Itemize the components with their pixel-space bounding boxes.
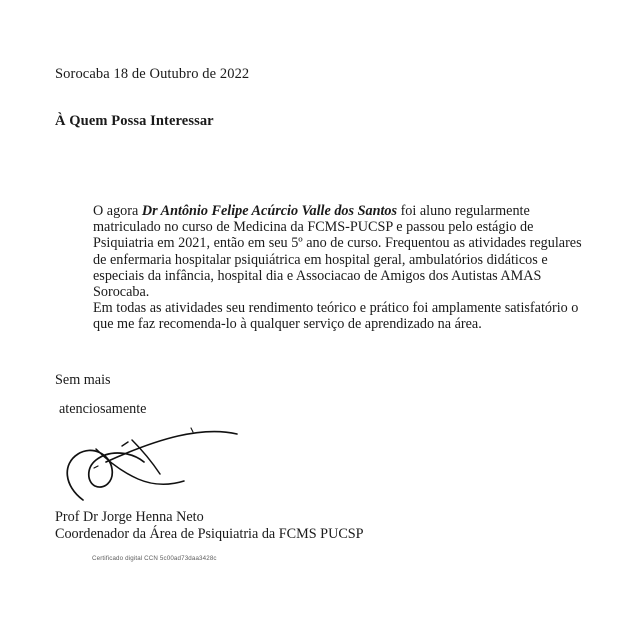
letter-body bbox=[93, 203, 587, 333]
subject-name: Dr Antônio Felipe Acúrcio Valle dos Santos bbox=[141, 203, 398, 219]
body-paragraph-two: Em todas as atividades seu rendimento teórico e prático foi amplamente satisfatório o que me faz recomenda-lo à qualquer serviço de aprendizado na área. bbox=[93, 300, 579, 333]
closing-line-two: atenciosamente bbox=[59, 401, 147, 417]
handwritten-signature bbox=[48, 416, 278, 508]
digital-certificate-stamp: Certificado digital CCN 5c00ad73daa3428c bbox=[92, 555, 217, 562]
signature-icon bbox=[48, 416, 278, 508]
body-prefix: O agora bbox=[93, 203, 142, 219]
signer-name: Prof Dr Jorge Henna Neto bbox=[55, 509, 204, 525]
body-rest: foi aluno regularmente matriculado no curso de Medicina da FCMS-PUCSP e passou pelo estágio de Psiquiatria em 2021, então em seu 5º ano de curso. Frequentou as atividades regulares de enfermaria hospitalar psiquiátrica em hospital geral, ambulatórios didáticos e especiais da infância, hospital dia e Associacao de Amigos dos Autistas AMAS Sorocaba. bbox=[93, 203, 582, 301]
closing-line-one: Sem mais bbox=[55, 372, 111, 388]
salutation: À Quem Possa Interessar bbox=[55, 113, 214, 129]
body-paragraph-one bbox=[93, 203, 587, 300]
date-line: Sorocaba 18 de Outubro de 2022 bbox=[55, 66, 250, 82]
signer-role: Coordenador da Área de Psiquiatria da FCMS PUCSP bbox=[55, 526, 364, 542]
